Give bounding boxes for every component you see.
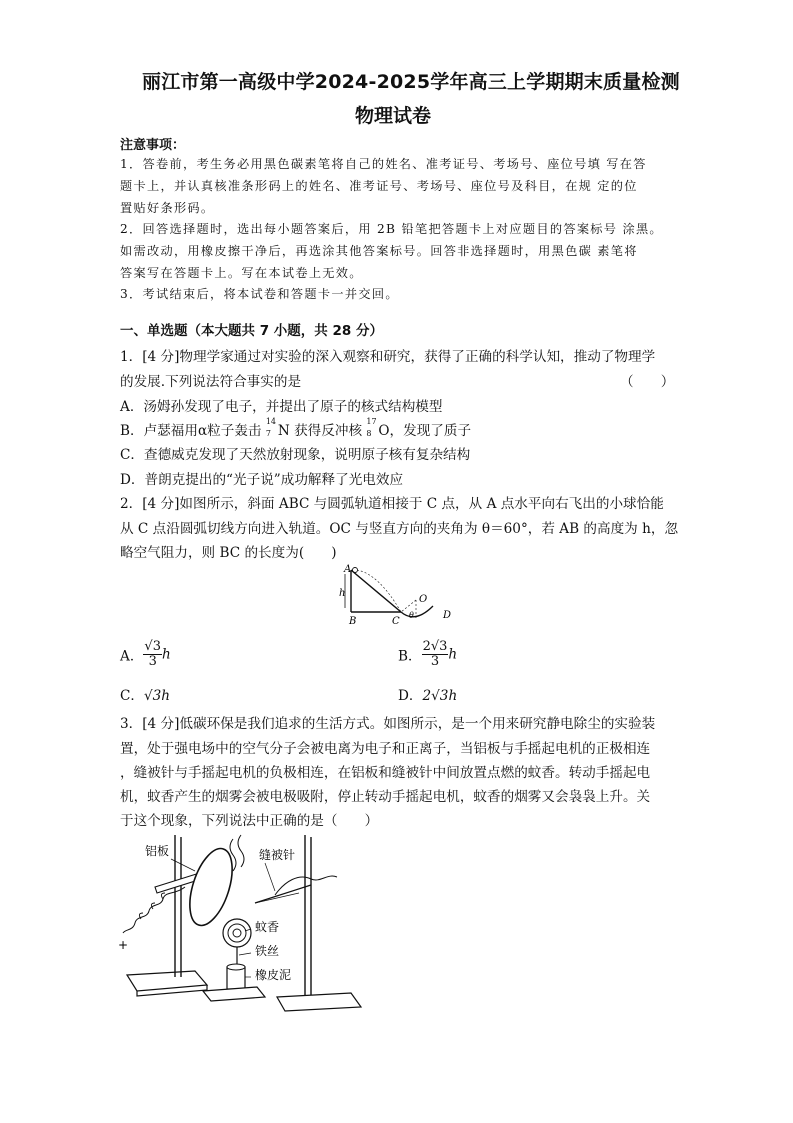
fraction	[143, 640, 162, 669]
option-a: A．汤姆孙发现了电子，并提出了原子的核式结构模型	[120, 399, 443, 415]
mosquito-coil-icon	[223, 919, 251, 947]
denominator: 3	[148, 654, 157, 669]
label-iron-wire: 铁丝	[255, 944, 280, 958]
question-3-line: 3．[4 分]低碳环保是我们追求的生活方式。如图所示，是一个用来研究静电除尘的实验装	[120, 716, 656, 732]
answer-paren: （ ）	[620, 374, 675, 390]
label-putty: 橡皮泥	[255, 968, 292, 982]
wire-coil-loops	[139, 893, 165, 919]
leader-line	[239, 953, 251, 955]
ball-icon	[353, 568, 358, 573]
label-theta: θ	[409, 611, 414, 620]
small-base	[203, 987, 265, 1001]
note-line: 如需改动，用橡皮擦干净后，再选涂其他答案标号。回答非选择题时，用黑色碳 素笔将	[120, 244, 638, 258]
option-b-pre: B．卢瑟福用α粒子轰击	[120, 423, 266, 439]
question-1-line: 1．[4 分]物理学家通过对实验的深入观察和研究，获得了正确的科学认知，推动了物理学	[120, 349, 656, 365]
label-mosquito-coil: 蚊香	[255, 920, 280, 934]
question-1-line: 的发展.下列说法符合事实的是	[120, 374, 302, 390]
label-c: C	[392, 616, 400, 627]
mass-number: 17	[366, 417, 377, 426]
option-label: D．	[398, 688, 423, 704]
note-line: 答案写在答题卡上。写在本试卷上无效。	[120, 266, 363, 280]
note-line: 3．考试结束后，将本试卷和答题卡一并交回。	[120, 287, 399, 301]
option-c	[120, 684, 170, 704]
note-line: 2．回答选择题时，选出每小题答案后，用 2B 铅笔把答题卡上对应题目的答案标号 涂黑。	[120, 222, 663, 236]
option-b-mid: 获得反冲核	[289, 423, 367, 439]
incline-arc-figure	[335, 560, 465, 630]
sewing-needle	[255, 893, 299, 903]
question-3-line: ，缝被针与手摇起电机的负极相连，在铝板和缝被针中间放置点燃的蚊香。转动手摇起电	[120, 765, 651, 781]
numerator: √3	[144, 639, 161, 654]
question-2-line: 从 C 点沿圆弧切线方向进入轨道。OC 与竖直方向的夹角为 θ＝60°，若 AB 的高度为 h，忽	[120, 521, 679, 537]
element-symbol: O	[378, 423, 390, 439]
atomic-number: 7	[265, 429, 271, 438]
question-3-line: 置，处于强电场中的空气分子会被电离为电子和正离子，当铝板与手摇起电机的正极相连	[120, 741, 651, 757]
question-3-line: 于这个现象，下列说法中正确的是（ ）	[120, 813, 379, 829]
question-2-line: 略空气阻力，则 BC 的长度为( )	[120, 545, 337, 561]
option-b	[120, 419, 471, 439]
label-o: O	[419, 594, 428, 605]
incline-line-ac	[351, 570, 401, 612]
needle-wire	[275, 876, 337, 895]
label-d: D	[443, 610, 452, 621]
fraction	[422, 640, 449, 669]
question-2-line: 2．[4 分]如图所示，斜面 ABC 与圆弧轨道相接于 C 点，从 A 点水平向右飞出的小球恰能	[120, 496, 664, 512]
note-line: 1．答卷前，考生务必用黑色碳素笔将自己的姓名、准考证号、考场号、座位号填 写在答	[120, 157, 647, 171]
option-a	[120, 640, 171, 669]
denominator: 3	[430, 654, 440, 669]
note-line: 置贴好条形码。	[120, 201, 215, 215]
aluminum-plate	[182, 843, 241, 930]
label-aluminum-plate: 铝板	[145, 844, 170, 858]
element-symbol: N	[277, 423, 290, 439]
option-c: C．查德威克发现了天然放射现象，说明原子核有复杂结构	[120, 447, 471, 463]
right-stand-base	[277, 993, 361, 1011]
nuclide-n	[265, 417, 278, 438]
mass-number: 14	[265, 417, 277, 426]
needle-arm	[255, 885, 311, 903]
note-line: 题卡上，并认真核准条形码上的姓名、准考证号、考场号、座位号及科目，在规 定的位	[120, 179, 638, 193]
variable: h	[161, 646, 171, 663]
question-3-line: 机，蚊香产生的烟雾会被电极吸附，停止转动手摇起电机，蚊香的烟雾又会袅袅上升。关	[120, 789, 651, 805]
label-sewing-needle: 缝被针	[259, 848, 296, 862]
notes-heading: 注意事项：	[120, 138, 186, 153]
nuclide-o	[366, 417, 378, 438]
option-b	[398, 640, 457, 669]
page-subtitle: 物理试卷	[355, 105, 432, 127]
putty-top	[227, 964, 245, 970]
page-title: 丽江市第一高级中学2024-2025学年高三上学期期末质量检测	[142, 71, 680, 93]
option-label: A．	[120, 648, 144, 665]
option-b-post: ，发现了质子	[389, 423, 472, 439]
option-value: 2√3h	[422, 688, 458, 704]
label-a: A	[344, 564, 352, 575]
atomic-number: 8	[366, 429, 372, 438]
left-stand-base	[127, 971, 207, 991]
option-label: B．	[398, 648, 422, 665]
label-h: h	[339, 588, 346, 599]
label-b: B	[349, 616, 357, 627]
option-d: D．普朗克提出的“光子说”成功解释了光电效应	[120, 472, 404, 488]
option-value: √3h	[144, 688, 171, 704]
option-d	[398, 684, 457, 704]
section-heading: 一、单选题（本大题共 7 小题，共 28 分）	[120, 323, 383, 339]
option-label: C．	[120, 688, 144, 704]
electrostatic-precipitator-figure	[115, 825, 385, 1015]
plus-sign: +	[118, 938, 129, 952]
arc-track	[401, 606, 433, 617]
leader-line	[265, 863, 275, 891]
variable: h	[448, 646, 458, 663]
numerator: 2√3	[422, 639, 448, 654]
